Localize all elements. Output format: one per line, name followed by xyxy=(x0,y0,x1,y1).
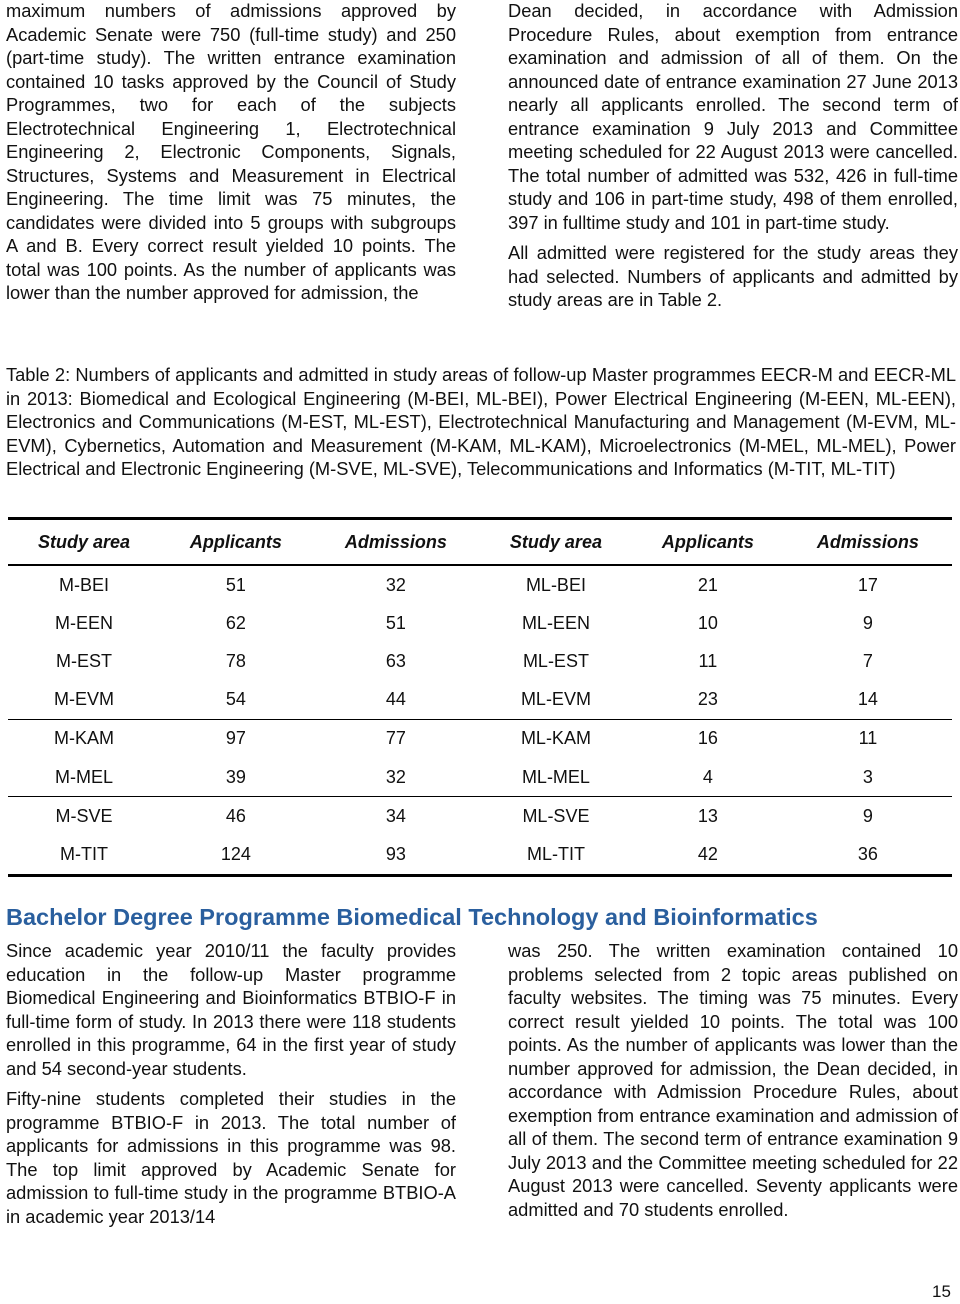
table-cell: 7 xyxy=(862,650,873,671)
table-cell: 23 xyxy=(632,681,784,720)
table-row xyxy=(8,797,952,836)
table-caption xyxy=(6,363,956,481)
table-cell: 51 xyxy=(225,574,246,595)
table-cell: 62 xyxy=(225,612,246,633)
table-cell: 42 xyxy=(632,835,784,875)
table-cell: ML-BEI xyxy=(525,574,586,595)
table-cell: 36 xyxy=(784,835,952,875)
column-header: Study area xyxy=(8,519,160,566)
table-cell: 77 xyxy=(385,728,406,749)
table-body xyxy=(8,565,952,875)
table-cell: 14 xyxy=(784,681,952,720)
table-cell: 17 xyxy=(857,574,878,595)
caption-text: Table 2: Numbers of applicants and admitted in study areas of follow-up Master programmes EECR-M and EECR-ML in 2013: Biomedical and Ecological Engineering (M-BEI, ML-BEI), Power Electrical Engineering (M-EEN, ML-EEN), Electronics and Communications (M-EST, ML-EST), Electrotechnical Manufacturing and Management (M-EVM, ML-EVM), Cybernetics, Automation and Measurement (M-KAM, ML-KAM), Microelectronics (M-MEL, ML-MEL), Power Electrical and Electronic Engineering (M-SVE, ML-SVE), Telecommunications and Informatics (M-TIT, ML-TIT) xyxy=(6,364,956,479)
column-header: Study area xyxy=(480,519,632,566)
table-cell: M-BEI xyxy=(58,574,109,595)
paragraph: maximum numbers of admissions approved by Academic Senate were 750 (full-time study) and 250 (part-time study). The written entrance examination contained 10 tasks approved by the Council of Study Programmes, two for each of the subjects Electrotechnical Engineering 1, Electrotechnical Engineering 2, Electronic Components, Signals, Structures, Systems and Measurement in Electrical Engineering. The time limit was 75 minutes, the candidates were divided into 5 groups with subgroups A and B. Every correct result yielded 10 points. The total was 100 points. As the number of applicants was lower than the number approved for admission, the xyxy=(6,0,456,303)
paragraph: was 250. The written examination contained 10 problems selected from 2 topic areas published on faculty websites. The timing was 75 minutes. Every correct result yielded 10 points. The total was 100 points. As the number of applicants was lower than the number approved for admission, the Dean decided, in accordance with Admission Procedure Rules, about exemption from entrance examination and admission of all of them. The second term of entrance examination 9 July 2013 and the Committee meeting scheduled for 22 August 2013 were cancelled. Seventy applicants were admitted and 70 students enrolled. xyxy=(508,940,958,1220)
column-header: Applicants xyxy=(632,519,784,566)
table-cell: ML-TIT xyxy=(480,835,632,875)
table-cell: 39 xyxy=(160,758,312,797)
table-cell: 16 xyxy=(697,728,718,749)
table-cell: 54 xyxy=(160,681,312,720)
table-cell: 46 xyxy=(225,805,246,826)
table-cell: 78 xyxy=(225,650,246,671)
table-cell: 9 xyxy=(862,805,873,826)
section-heading: Bachelor Degree Programme Biomedical Technology and Bioinformatics xyxy=(6,904,818,930)
table-cell: 11 xyxy=(698,650,718,671)
table-cell: 9 xyxy=(862,612,873,633)
table-cell: 21 xyxy=(697,574,718,595)
table-cell: 32 xyxy=(312,758,480,797)
table-cell: M-EST xyxy=(55,650,112,671)
table-cell: M-TIT xyxy=(8,835,160,875)
paragraph: All admitted were registered for the study areas they had selected. Numbers of applicants and admitted by study areas are in Table 2. xyxy=(508,242,958,310)
table-cell: ML-EEN xyxy=(521,612,590,633)
table-row xyxy=(8,565,952,604)
table-row xyxy=(8,835,952,875)
table-cell: ML-SVE xyxy=(522,805,590,826)
bottom-left-column xyxy=(6,939,456,1235)
table-header-row xyxy=(8,519,952,566)
table-cell: 4 xyxy=(632,758,784,797)
table-cell: M-KAM xyxy=(53,728,114,749)
table-cell: M-MEL xyxy=(8,758,160,797)
column-header: Applicants xyxy=(160,519,312,566)
table-cell: 93 xyxy=(312,835,480,875)
table-cell: ML-MEL xyxy=(480,758,632,797)
table-row xyxy=(8,681,952,720)
table-cell: 51 xyxy=(385,612,406,633)
table-row xyxy=(8,758,952,797)
table-row xyxy=(8,642,952,680)
table-row xyxy=(8,604,952,642)
table-cell: M-EVM xyxy=(8,681,160,720)
table-cell: 11 xyxy=(858,728,878,749)
paragraph: Fifty-nine students completed their studies in the programme BTBIO-F in 2013. The total number of applicants for admissions in this programme was 98. The top limit approved by Academic Senate for admission to full-time study in the programme BTBIO-A in academic year 2013/14 xyxy=(6,1088,456,1227)
top-right-column xyxy=(508,0,958,319)
table-cell: ML-EVM xyxy=(480,681,632,720)
table-cell: 63 xyxy=(385,650,406,671)
table-cell: 124 xyxy=(160,835,312,875)
paragraph: Since academic year 2010/11 the faculty provides education in the follow-up Master programme Biomedical Engineering and Bioinformatics BTBIO-F in full-time form of study. In 2013 there were 118 students enrolled in this programme, 64 in the first year of study and 54 second-year students. xyxy=(6,940,456,1079)
top-left-column xyxy=(6,0,456,312)
admissions-table xyxy=(8,517,952,877)
column-header: Admissions xyxy=(312,519,480,566)
table-cell: 34 xyxy=(385,805,406,826)
bottom-right-column xyxy=(508,939,958,1228)
table-cell: 3 xyxy=(784,758,952,797)
table-row xyxy=(8,719,952,758)
table-cell: 32 xyxy=(385,574,406,595)
table-cell: 10 xyxy=(697,612,718,633)
page-number: 15 xyxy=(932,1282,951,1301)
table-cell: M-EEN xyxy=(54,612,113,633)
table-cell: ML-EST xyxy=(522,650,589,671)
table-cell: ML-KAM xyxy=(520,728,591,749)
column-header: Admissions xyxy=(784,519,952,566)
table-cell: 44 xyxy=(312,681,480,720)
table-cell: 13 xyxy=(697,805,718,826)
paragraph: Dean decided, in accordance with Admission Procedure Rules, about exemption from entrance examination and admission of all of them. On the announced date of entrance examination 27 June 2013 nearly all applicants enrolled. The second term of entrance examination 9 July 2013 and Committee meeting scheduled for 22 August 2013 were cancelled. The total number of admitted was 532, 426 in full-time study and 106 in part-time study, 498 of them enrolled, 397 in fulltime study and 101 in part-time study. xyxy=(508,0,958,233)
table-cell: M-SVE xyxy=(55,805,113,826)
table-cell: 97 xyxy=(225,728,246,749)
